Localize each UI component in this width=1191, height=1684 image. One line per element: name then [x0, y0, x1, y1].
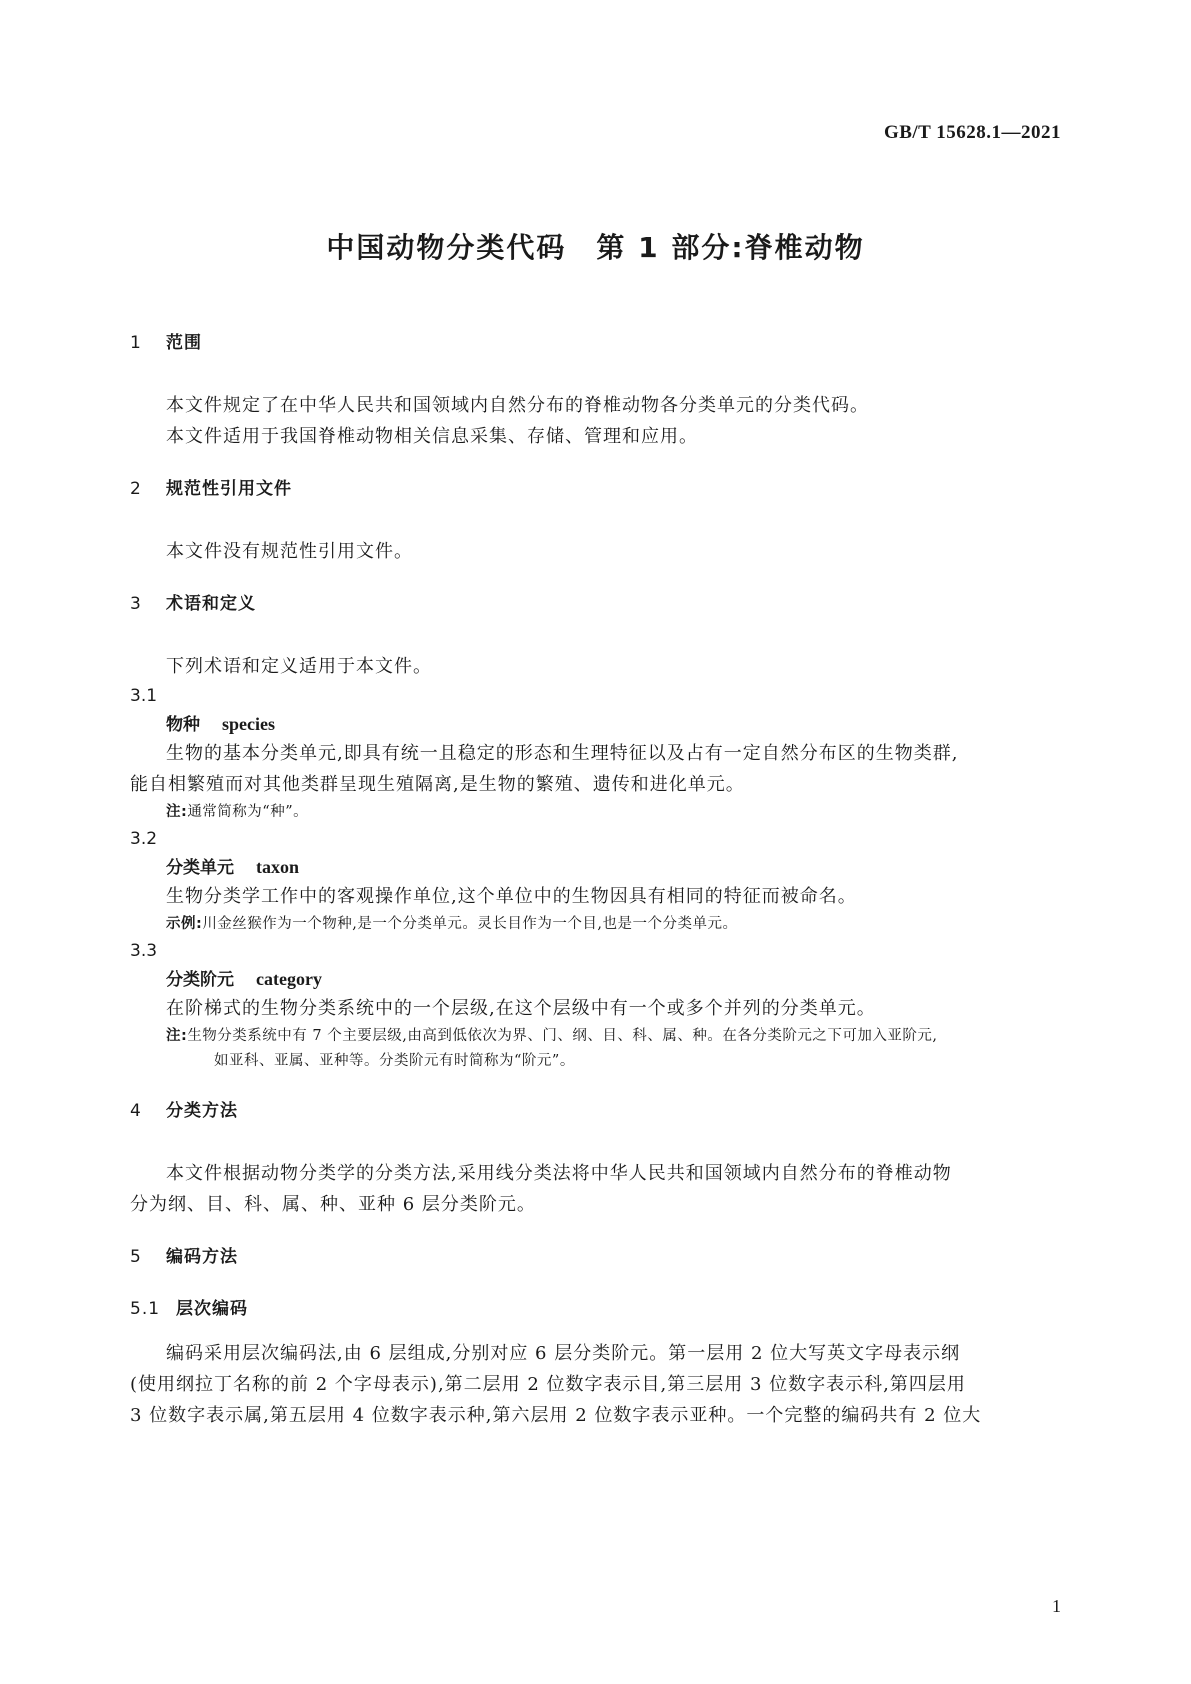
- term-heading: 分类阶元 category: [166, 969, 322, 990]
- term-number: 3.2: [130, 829, 158, 849]
- paragraph: (使用纲拉丁名称的前 2 个字母表示),第二层用 2 位数字表示目,第三层用 3 位数字表示科,第四层用: [130, 1374, 966, 1395]
- term-number: 3.3: [130, 941, 158, 961]
- paragraph: 分为纲、目、科、属、种、亚种 6 层分类阶元。: [130, 1194, 536, 1215]
- section-heading-4: 4 分类方法: [130, 1101, 238, 1121]
- subsection-heading-5-1: 5.1 层次编码: [130, 1299, 248, 1319]
- paragraph: 本文件没有规范性引用文件。: [166, 541, 413, 562]
- paragraph: 编码采用层次编码法,由 6 层组成,分别对应 6 层分类阶元。第一层用 2 位大写英文字母表示纲: [166, 1343, 961, 1364]
- standard-code: GB/T 15628.1—2021: [883, 122, 1061, 143]
- section-heading-3: 3 术语和定义: [130, 594, 256, 614]
- section-heading-5: 5 编码方法: [130, 1247, 238, 1267]
- note: 注:生物分类系统中有 7 个主要层级,由高到低依次为界、门、纲、目、科、属、种。在各分类阶元之下可加入亚阶元,: [166, 1028, 938, 1044]
- term-number: 3.1: [130, 686, 158, 706]
- note-continuation: 如亚科、亚属、亚种等。分类阶元有时简称为“阶元”。: [214, 1053, 575, 1069]
- term-heading: 分类单元 taxon: [166, 857, 300, 878]
- term-definition: 生物分类学工作中的客观操作单位,这个单位中的生物因具有相同的特征而被命名。: [166, 886, 857, 907]
- term-heading: 物种 species: [166, 714, 275, 735]
- example: 示例:川金丝猴作为一个物种,是一个分类单元。灵长目作为一个目,也是一个分类单元。: [166, 916, 738, 932]
- paragraph: 下列术语和定义适用于本文件。: [166, 656, 432, 677]
- term-definition: 在阶梯式的生物分类系统中的一个层级,在这个层级中有一个或多个并列的分类单元。: [166, 998, 876, 1019]
- document-title: 中国动物分类代码 第 1 部分:脊椎动物: [326, 231, 865, 264]
- paragraph: 本文件根据动物分类学的分类方法,采用线分类法将中华人民共和国领域内自然分布的脊椎动物: [166, 1163, 952, 1184]
- document-body: [130, 328, 1065, 1431]
- paragraph: 3 位数字表示属,第五层用 4 位数字表示种,第六层用 2 位数字表示亚种。一个完整的编码共有 2 位大: [130, 1405, 982, 1426]
- section-heading-2: 2 规范性引用文件: [130, 479, 292, 499]
- note: 注:通常简称为“种”。: [166, 804, 309, 820]
- paragraph: 本文件适用于我国脊椎动物相关信息采集、存储、管理和应用。: [166, 426, 698, 447]
- section-heading-1: 1 范围: [130, 333, 202, 353]
- paragraph: 本文件规定了在中华人民共和国领域内自然分布的脊椎动物各分类单元的分类代码。: [166, 395, 869, 416]
- page-number: 1: [1052, 1596, 1061, 1616]
- term-definition: 能自相繁殖而对其他类群呈现生殖隔离,是生物的繁殖、遗传和进化单元。: [130, 774, 745, 795]
- term-definition: 生物的基本分类单元,即具有统一且稳定的形态和生理特征以及占有一定自然分布区的生物类群,: [166, 743, 959, 764]
